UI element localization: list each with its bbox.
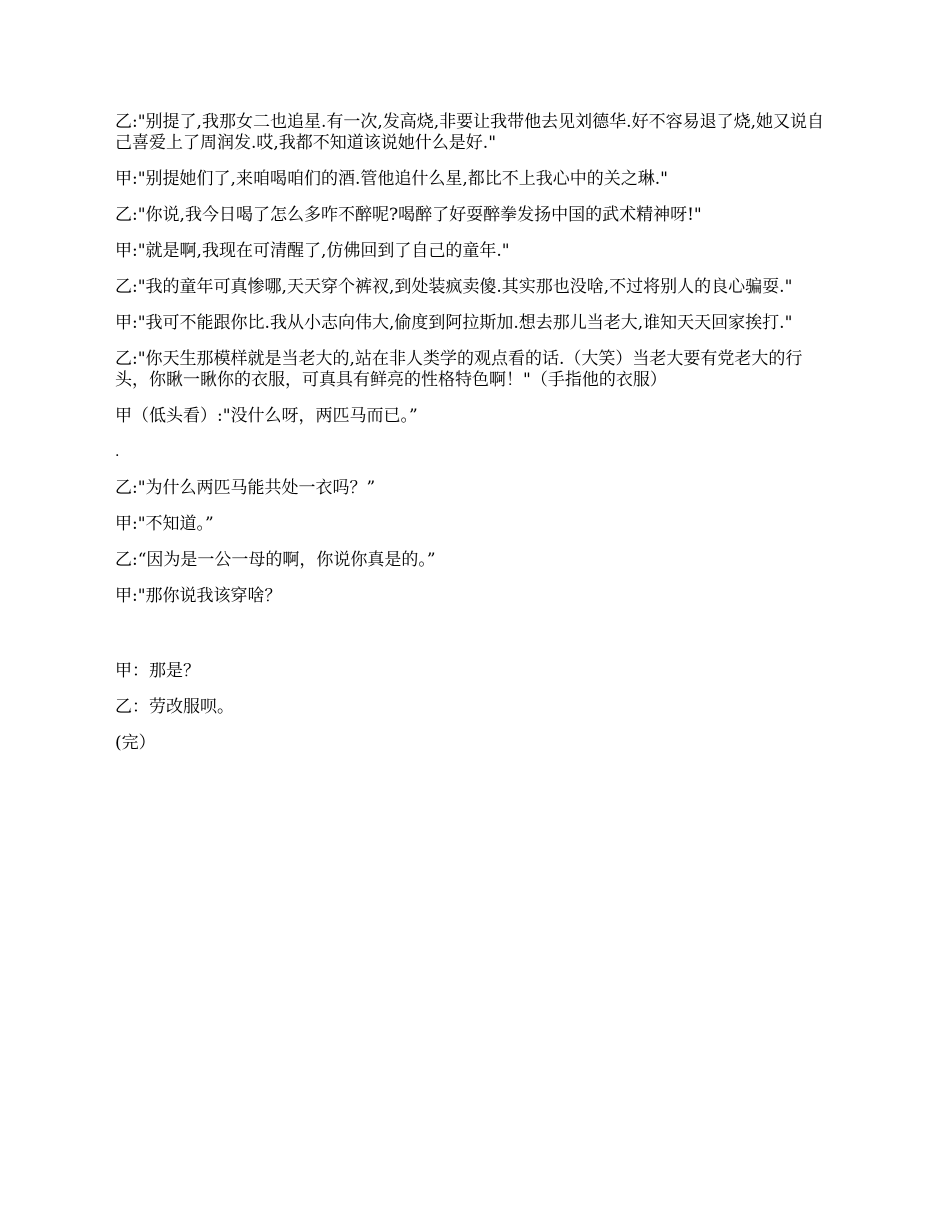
dialogue-line: 乙:"我的童年可真惨哪,天天穿个裤衩,到处装疯卖傻.其实那也没啥,不过将别人的良心骗耍." (115, 277, 793, 297)
ending-mark: (完） (115, 733, 156, 753)
dialogue-line: 甲:"那你说我该穿啥？ (115, 586, 282, 606)
separator-dot: . (115, 444, 120, 460)
blank-space (115, 622, 830, 661)
dialogue-line: 乙:"你天生那模样就是当老大的,站在非人类学的观点看的话.（大笑）当老大要有党老大的行头，你瞅一瞅你的衣服，可真具有鲜亮的性格特色啊！"（手指他的衣服） (115, 349, 803, 390)
dialogue-line: 甲:"就是啊,我现在可清醒了,仿佛回到了自己的童年." (115, 241, 510, 261)
dialogue-line: 乙:“因为是一公一母的啊，你说你真是的。” (115, 550, 436, 570)
dialogue-line: 甲:"不知道。” (115, 514, 214, 534)
dialogue-line: 甲：那是？ (115, 661, 200, 681)
dialogue-text (115, 112, 830, 769)
dialogue-line: 甲（低头看）:"没什么呀，两匹马而已。” (115, 406, 418, 426)
dialogue-line: 乙:"别提了,我那女二也追星.有一次,发高烧,非要让我带他去见刘德华.好不容易退了烧,她又说自己喜爱上了周润发.哎,我都不知道该说她什么是好." (115, 112, 824, 153)
dialogue-line: 乙:"你说,我今日喝了怎么多咋不醉呢?喝醉了好耍醉拳发扬中国的武术精神呀!" (115, 205, 702, 225)
dialogue-line: 甲:"别提她们了,来咱喝咱们的酒.管他追什么星,都比不上我心中的关之琳." (115, 169, 668, 189)
dialogue-line: 乙:"为什么两匹马能共处一衣吗？” (115, 478, 376, 498)
dialogue-line: 甲:"我可不能跟你比.我从小志向伟大,偷度到阿拉斯加.想去那儿当老大,谁知天天回家挨打." (115, 313, 793, 333)
dialogue-line: 乙：劳改服呗。 (115, 697, 234, 717)
